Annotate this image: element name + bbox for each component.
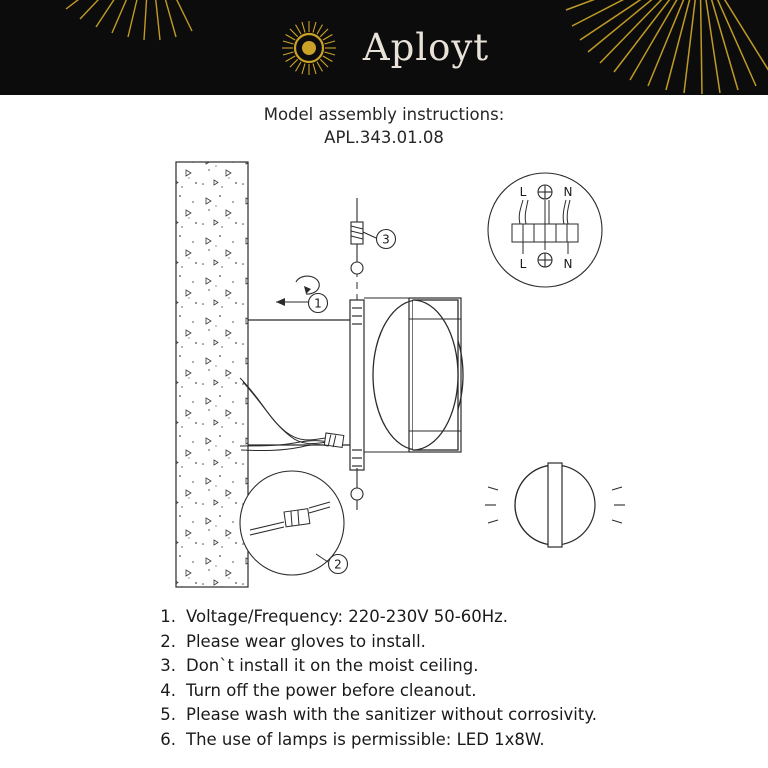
illuminated-lamp-side-view [485,463,625,547]
note-text: Please wash with the sanitizer without corrosivity. [186,705,598,724]
screw-bottom [351,468,363,510]
page-title: Model assembly instructions: [263,105,505,124]
note-text: Turn off the power before cleanout. [186,680,477,700]
note-text: Don`t install it on the moist ceiling. [186,656,479,675]
wiring-diagram-circle [488,173,602,287]
list-item [150,654,730,679]
earth-symbol-bottom [538,253,552,267]
terminal-label-L-bottom: L [519,257,527,271]
callout-3-group [363,230,396,249]
round-wall-lamp [373,298,463,452]
terminal-label-N-bottom: N [563,257,573,271]
note-number: 5. [160,705,176,724]
note-text: The use of lamps is permissible: LED 1x8W. [186,729,545,749]
callout-1-label: 1 [314,296,322,311]
terminal-strip [512,224,578,242]
note-number: 4. [160,680,176,700]
brand-name: Aployt [362,26,490,69]
note-number: 3. [160,656,176,675]
wiring-detail-circle [240,471,348,575]
mounting-bracket [248,300,364,470]
terminal-label-L-top: L [519,185,527,199]
earth-symbol-top [538,185,552,199]
list-item [150,728,730,753]
title-block [0,104,768,150]
list-item [150,630,730,655]
callout-1-group [276,276,328,312]
list-item [150,703,730,728]
sunburst-emblem-icon [279,18,339,78]
note-text: Please wear gloves to install. [186,631,426,651]
note-text: Voltage/Frequency: 220-230V 50-60Hz. [186,607,509,626]
instruction-notes-list [150,605,730,752]
assembly-diagram [0,150,768,600]
terminal-block-detail [324,433,343,447]
list-item [150,679,730,704]
list-item [150,605,730,630]
wires [240,378,328,451]
note-number: 6. [160,729,176,749]
screw-fastener [351,198,363,274]
note-number: 2. [160,631,176,651]
brand-lockup [0,0,768,95]
hatched-wall-section [176,162,248,587]
callout-3-label: 3 [382,232,390,247]
model-number: APL.343.01.08 [324,128,444,147]
assembly-diagram-svg [0,150,768,600]
brand-banner [0,0,768,95]
note-number: 1. [160,607,176,626]
terminal-label-N-top: N [563,185,573,199]
callout-2-label: 2 [334,557,342,572]
